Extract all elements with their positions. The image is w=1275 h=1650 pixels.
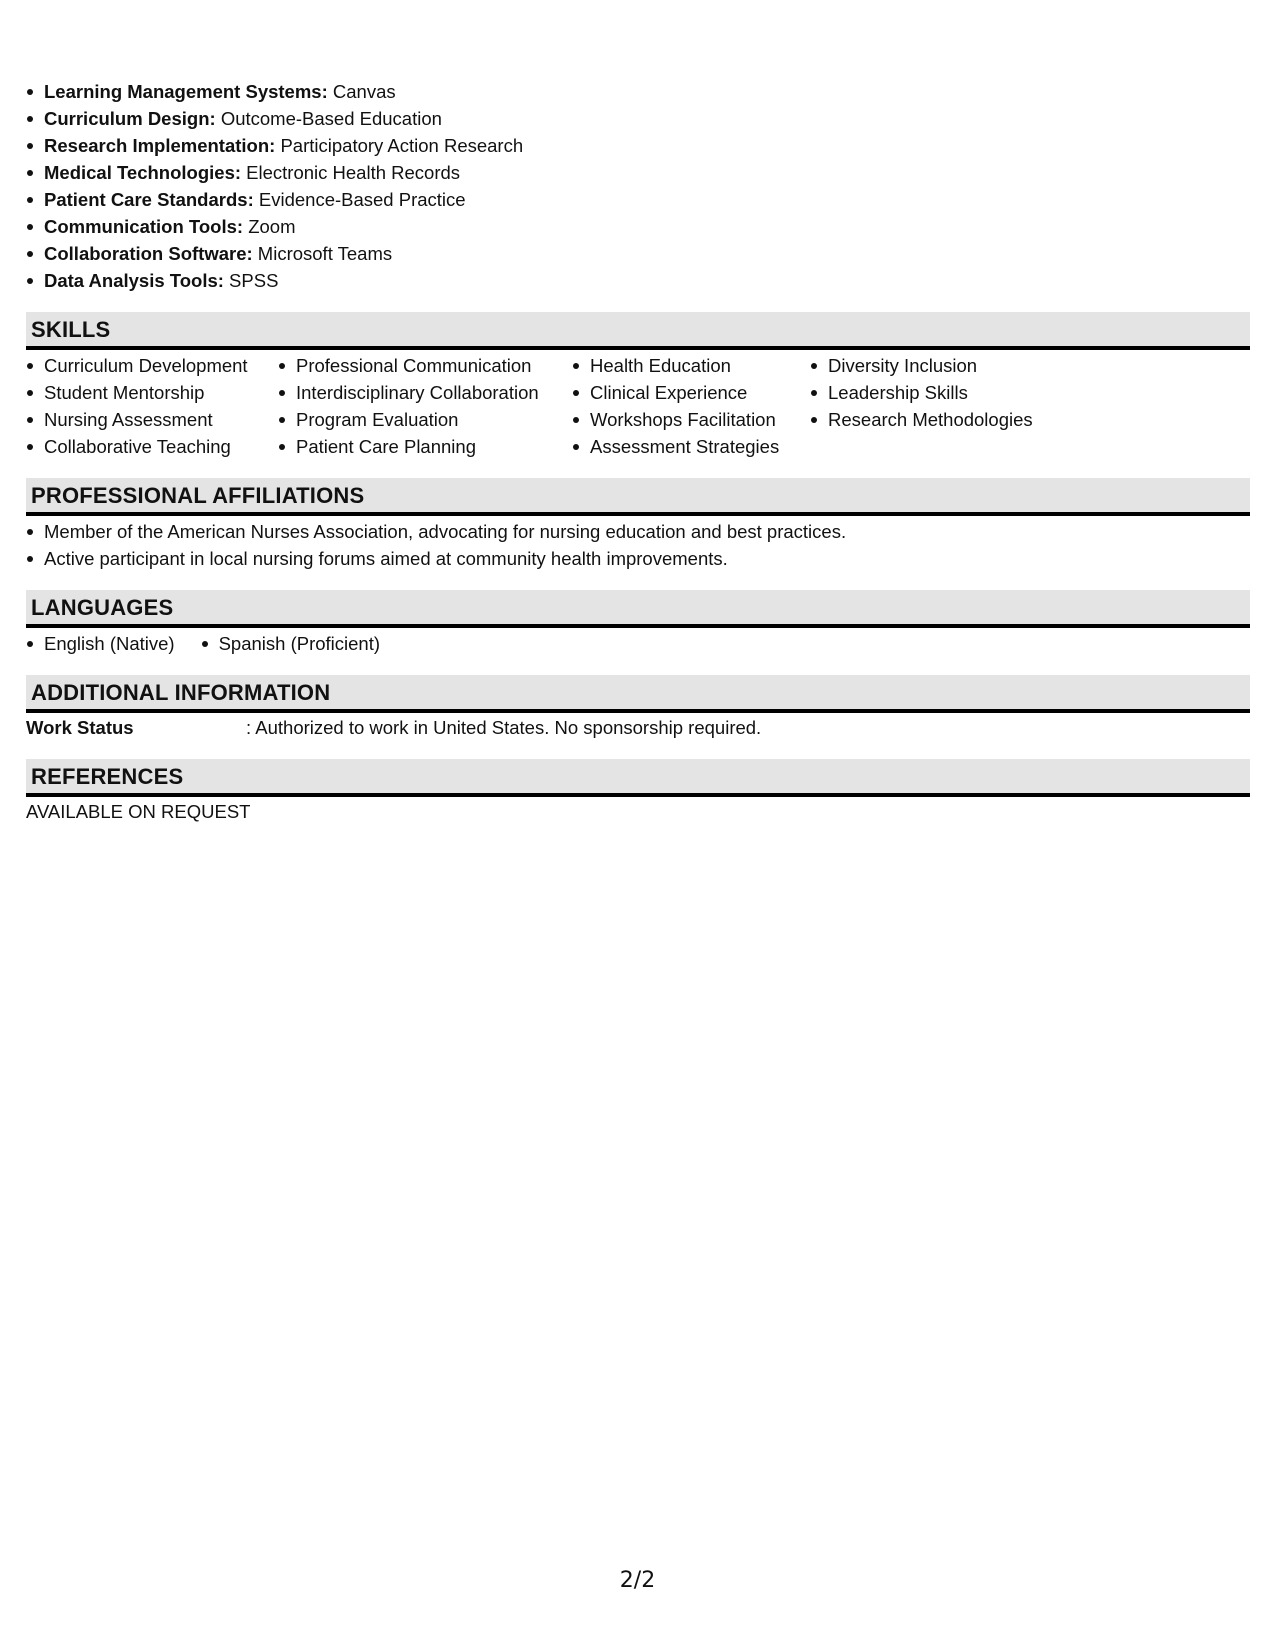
skill-item: Assessment Strategies: [572, 433, 810, 460]
skill-item: Collaborative Teaching: [26, 433, 278, 460]
skills-column: [572, 352, 810, 460]
skill-item: Curriculum Development: [26, 352, 278, 379]
work-status-value: : Authorized to work in United States. No sponsorship required.: [246, 717, 762, 738]
tools-item: [26, 78, 1250, 105]
skill-item: Research Methodologies: [810, 406, 1070, 433]
skill-item: Leadership Skills: [810, 379, 1070, 406]
skills-column: [278, 352, 572, 460]
affiliations-heading: PROFESSIONAL AFFILIATIONS: [26, 478, 1250, 516]
page-number: 2/2: [619, 1568, 656, 1593]
tools-item-label: Medical Technologies:: [44, 162, 242, 183]
tools-item-label: Data Analysis Tools:: [44, 270, 224, 291]
tools-item-label: Research Implementation:: [44, 135, 276, 156]
tools-item-label: Collaboration Software:: [44, 243, 253, 264]
skills-heading: SKILLS: [26, 312, 1250, 350]
skill-item: Clinical Experience: [572, 379, 810, 406]
additional-info-heading: ADDITIONAL INFORMATION: [26, 675, 1250, 713]
tools-item-value: Microsoft Teams: [257, 243, 393, 264]
skill-item: Interdisciplinary Collaboration: [278, 379, 572, 406]
tools-item-value: Zoom: [248, 216, 296, 237]
tools-item-value: Electronic Health Records: [246, 162, 461, 183]
tools-item-value: Participatory Action Research: [280, 135, 524, 156]
tools-item-value: Evidence-Based Practice: [258, 189, 466, 210]
skill-item: Diversity Inclusion: [810, 352, 1070, 379]
affiliation-item: Active participant in local nursing forums aimed at community health improvements.: [26, 545, 1250, 572]
tools-item: [26, 132, 1250, 159]
tools-item-value: Canvas: [332, 81, 396, 102]
tools-item-label: Curriculum Design:: [44, 108, 216, 129]
work-status-row: [26, 715, 1250, 741]
languages-list: [26, 630, 1250, 657]
tools-item: [26, 186, 1250, 213]
tools-item: [26, 213, 1250, 240]
affiliation-item: Member of the American Nurses Association, advocating for nursing education and best practices.: [26, 518, 1250, 545]
references-text: AVAILABLE ON REQUEST: [26, 801, 251, 822]
references-heading: REFERENCES: [26, 759, 1250, 797]
skill-item: Nursing Assessment: [26, 406, 278, 433]
tools-item-value: Outcome-Based Education: [220, 108, 442, 129]
tools-item-label: Communication Tools:: [44, 216, 244, 237]
resume-content: [26, 78, 1250, 825]
skills-column: [26, 352, 278, 460]
work-status-label: Work Status: [26, 717, 134, 738]
skill-item: Student Mentorship: [26, 379, 278, 406]
language-item: Spanish (Proficient): [201, 630, 380, 657]
tools-item-label: Learning Management Systems:: [44, 81, 328, 102]
skill-item: Professional Communication: [278, 352, 572, 379]
skills-columns: [26, 352, 1250, 460]
tools-item-value: SPSS: [229, 270, 279, 291]
skill-item: Workshops Facilitation: [572, 406, 810, 433]
tools-item: [26, 159, 1250, 186]
tools-item: [26, 240, 1250, 267]
affiliations-list: [26, 518, 1250, 572]
tools-item: [26, 267, 1250, 294]
tools-list: [26, 78, 1250, 294]
tools-item-label: Patient Care Standards:: [44, 189, 254, 210]
skill-item: Health Education: [572, 352, 810, 379]
skills-column: [810, 352, 1070, 460]
languages-heading: LANGUAGES: [26, 590, 1250, 628]
language-item: English (Native): [26, 630, 175, 657]
skill-item: Program Evaluation: [278, 406, 572, 433]
tools-item: [26, 105, 1250, 132]
skill-item: Patient Care Planning: [278, 433, 572, 460]
